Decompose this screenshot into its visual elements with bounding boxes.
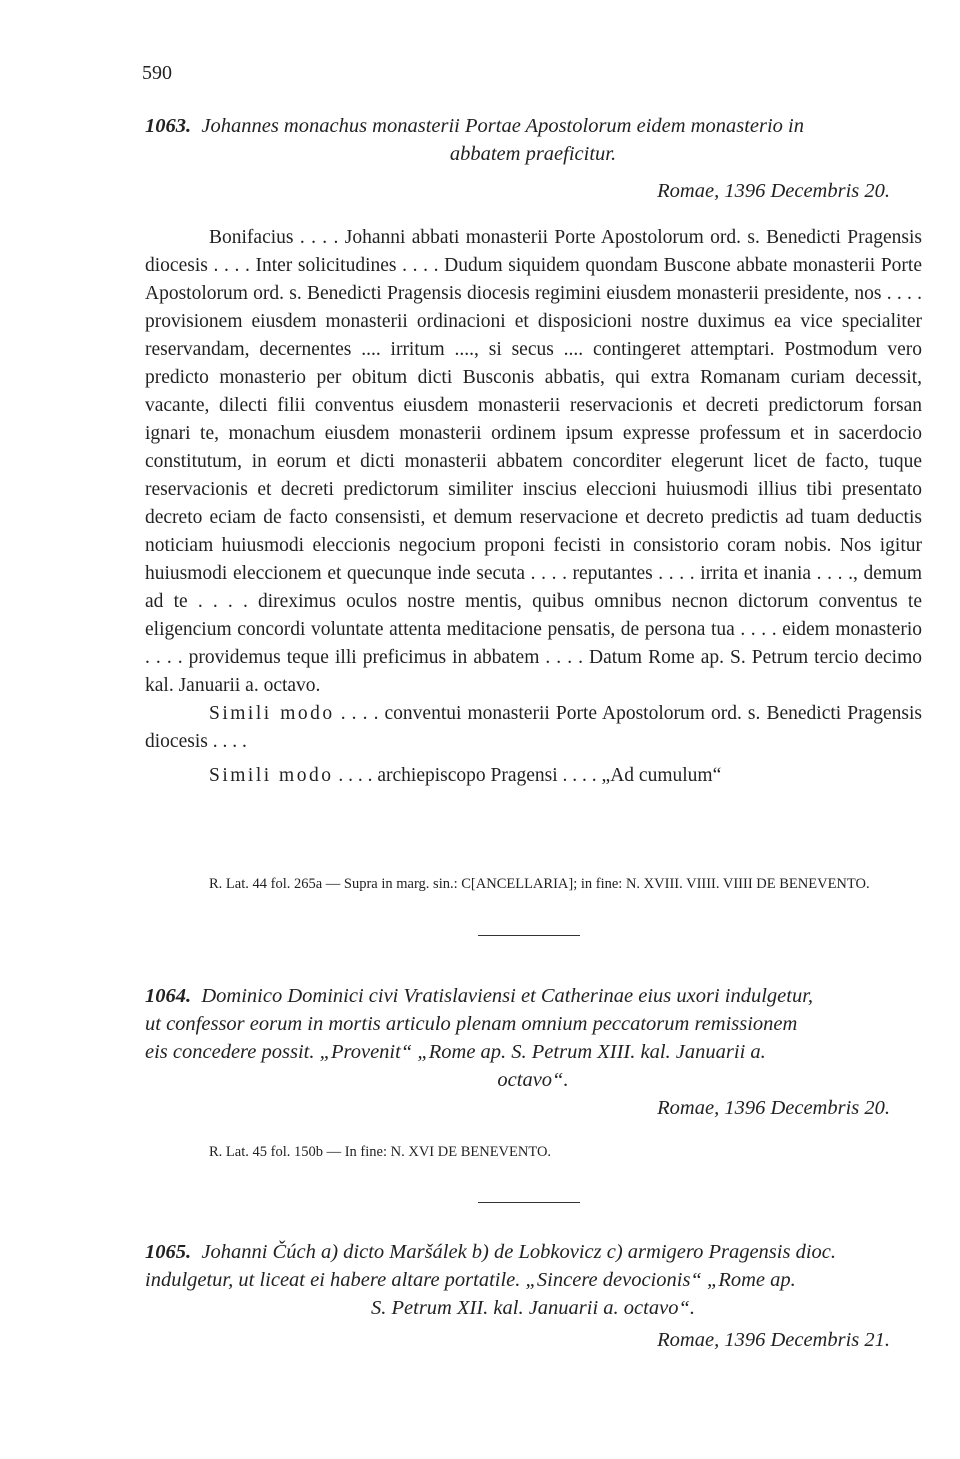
entry-heading <box>145 982 921 1094</box>
dateline: Romae, 1396 Decembris 20. <box>657 1097 890 1119</box>
heading-line: abbatem praeficitur. <box>449 143 617 165</box>
entry-heading <box>145 112 921 168</box>
simili-text: . . . . archiepiscopo Pragensi . . . . „Ad cumulum“ <box>333 765 722 786</box>
separator-rule <box>478 1202 580 1203</box>
simili-paragraph <box>145 700 922 756</box>
heading-line: indulgetur, ut liceat ei habere altare portatile. „Sincere devocionis“ „Rome ap. <box>145 1269 796 1291</box>
simili-paragraph <box>145 762 922 790</box>
heading-line: octavo“. <box>497 1069 569 1091</box>
simili-lead: Simili modo <box>209 703 335 724</box>
heading-line: Johanni Čúch a) dicto Maršálek b) de Lobkovicz c) armigero Pragensis dioc. <box>201 1241 836 1263</box>
heading-line: ut confessor eorum in mortis articulo plenam omnium peccatorum remissionem <box>145 1013 798 1035</box>
simili-text: . . . . conventui monasterii Porte Apostolorum ord. s. Benedicti Pragensis diocesis . . . . <box>145 703 922 752</box>
page-number: 590 <box>142 62 172 84</box>
entry-heading <box>145 1238 921 1322</box>
archival-note <box>145 1140 922 1164</box>
simili-lead: Simili modo <box>209 765 334 786</box>
dateline: Romae, 1396 Decembris 20. <box>657 180 890 202</box>
entry-number: 1063. <box>145 115 192 137</box>
heading-line: S. Petrum XII. kal. Januarii a. octavo“. <box>371 1297 695 1319</box>
note-text: R. Lat. 44 fol. 265a — Supra in marg. sin.: C[ANCELLARIA]; in fine: N. XVIII. VIIII. VIIII DE BENEVENTO. <box>209 876 870 892</box>
heading-line: eis concedere possit. „Provenit“ „Rome ap. S. Petrum XIII. kal. Januarii a. <box>145 1041 766 1063</box>
archival-note <box>145 872 922 896</box>
dateline: Romae, 1396 Decembris 21. <box>657 1329 890 1351</box>
heading-line: Johannes monachus monasterii Portae Apostolorum eidem monasterio in <box>201 115 804 137</box>
note-text: R. Lat. 45 fol. 150b — In fine: N. XVI DE BENEVENTO. <box>209 1144 552 1160</box>
entry-number: 1065. <box>145 1241 192 1263</box>
letter-body <box>145 224 922 790</box>
heading-line: Dominico Dominici civi Vratislaviensi et Catherinae eius uxori indulgetur, <box>201 985 814 1007</box>
entry-number: 1064. <box>145 985 192 1007</box>
separator-rule <box>478 935 580 936</box>
letter-paragraph: Bonifacius . . . . Johanni abbati monasterii Porte Apostolorum ord. s. Benedicti Pragensis diocesis . . . . Inter solicitudines . . . . Dudum siquidem quondam Buscone abbate monasterii Porte Apostolorum ord. s. Benedicti Pragensis diocesis regimini eiusdem monasterii presidente, nos . . . . provisionem eiusdem monasterii ordinacioni et disposicioni nostre duximus ea vice specialiter reservandam, decernentes .... irritum ...., si secus .... contingeret attemptari. Postmodum vero predicto monasterio per obitum dicti Busconis abbatis, qui extra Romanam curiam decessit, vacante, dilecti filii conventus eiusdem monasterii reservacionis et decreti predictorum forsan ignari te, monachum eiusdem monasterii ordinem ipsum expresse professum et in sacerdocio constitutum, in eorum et dicti monasterii abbatem concorditer elegerunt licet de facto, tuque reservacionis et decreti predictorum similiter inscius eleccioni huiusmodi illius tibi presentato decreto eciam de facto consensisti, et demum reservacione et decreto predictis ad tuam deductis noticiam huiusmodi eleccionis negocium proponi fecisti in consistorio coram nobis. Nos igitur huiusmodi eleccionem et quecunque inde secuta . . . . reputantes . . . . irrita et inania . . . ., demum ad te . . . . direximus oculos nostre mentis, quibus omnibus necnon dictorum conventus te eligencium concordi voluntate attenta meditacione pensatis, de persona tua . . . . eidem monasterio . . . . providemus teque illi preficimus in abbatem . . . . Datum Rome ap. S. Petrum tercio decimo kal. Januarii a. octavo. <box>145 227 922 696</box>
